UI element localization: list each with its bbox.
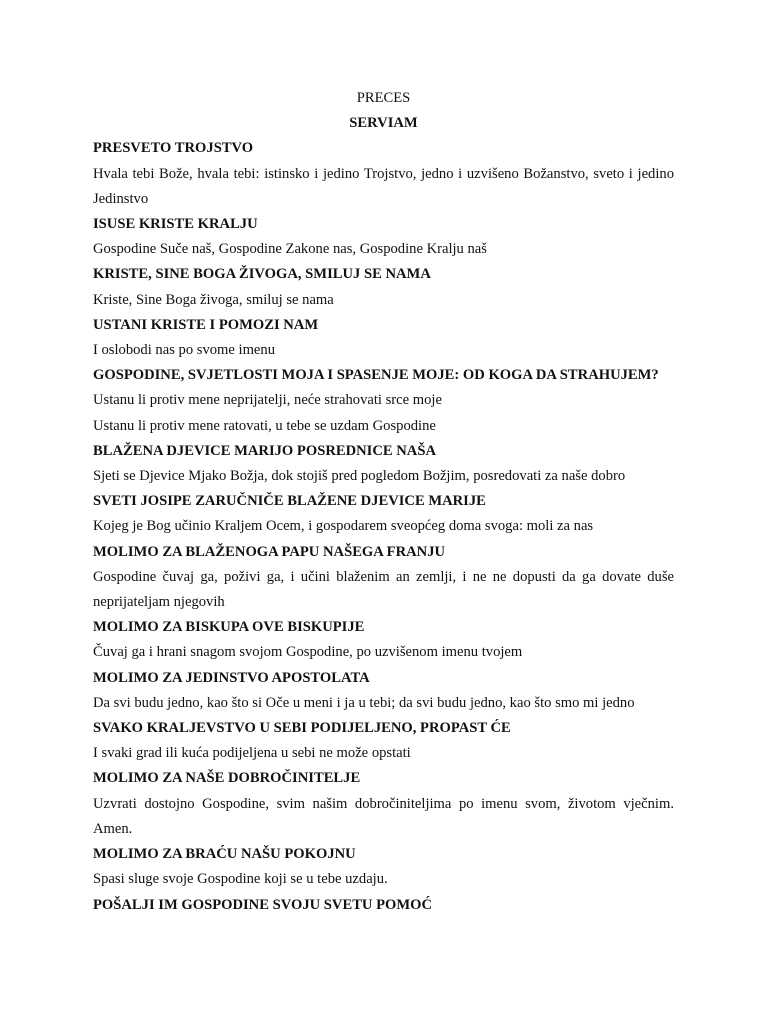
section-heading: SVETI JOSIPE ZARUČNIČE BLAŽENE DJEVICE MARIJE (93, 493, 486, 510)
section-response: I oslobodi nas po svome imenu (93, 342, 276, 359)
section-response: Čuvaj ga i hrani snagom svojom Gospodine, po uzvišenom imenu tvojem (93, 644, 523, 661)
section-heading: PRESVETO TROJSTVO (93, 140, 254, 157)
section-heading: MOLIMO ZA NAŠE DOBROČINITELJE (93, 770, 361, 787)
section-heading: MOLIMO ZA BRAĆU NAŠU POKOJNU (93, 846, 356, 863)
section-response: Gospodine čuvaj ga, poživi ga, i učini blaženim an zemlji, i ne ne dopusti da ga dovate duše neprijateljam njegovih (93, 568, 674, 611)
section-response: Hvala tebi Bože, hvala tebi: istinsko i jedino Trojstvo, jedno i uzvišeno Božanstvo, sveto i jedino Jedinstvo (93, 165, 674, 207)
document-subtitle: SERVIAM (349, 115, 418, 132)
section-response: Sjeti se Djevice Mjako Božja, dok stojiš pred pogledom Božjim, posredovati za naše dobro (93, 468, 626, 485)
section-heading: GOSPODINE, SVJETLOSTI MOJA I SPASENJE MOJE: OD KOGA DA STRAHUJEM? (93, 367, 659, 384)
section-response: Uzvrati dostojno Gospodine, svim našim dobročiniteljima po imenu svom, životom vječnim. Amen. (93, 795, 674, 837)
section-response: Kojeg je Bog učinio Kraljem Ocem, i gospodarem sveopćeg doma svoga: moli za nas (93, 518, 594, 535)
section-response: Ustanu li protiv mene ratovati, u tebe se uzdam Gospodine (93, 417, 436, 434)
section-heading: USTANI KRISTE I POMOZI NAM (93, 316, 319, 333)
document-title: PRECES (356, 90, 411, 106)
section-response: I svaki grad ili kuća podijeljena u sebi ne može opstati (93, 745, 411, 762)
section-heading: MOLIMO ZA BLAŽENOGA PAPU NAŠEGA FRANJU (93, 543, 446, 560)
section-heading: BLAŽENA DJEVICE MARIJO POSREDNICE NAŠA (93, 442, 437, 459)
section-heading: MOLIMO ZA JEDINSTVO APOSTOLATA (93, 669, 370, 686)
section-heading: SVAKO KRALJEVSTVO U SEBI PODIJELJENO, PROPAST ĆE (93, 720, 511, 737)
section-heading: ISUSE KRISTE KRALJU (93, 216, 258, 233)
section-response: Spasi sluge svoje Gospodine koji se u tebe uzdaju. (93, 871, 388, 888)
section-response: Da svi budu jedno, kao što si Oče u meni i ja u tebi; da svi budu jedno, kao što smo mi jedno (93, 694, 635, 711)
section-response: Kriste, Sine Boga živoga, smiluj se nama (93, 291, 334, 308)
section-heading: KRISTE, SINE BOGA ŽIVOGA, SMILUJ SE NAMA (93, 266, 431, 283)
section-response: Ustanu li protiv mene neprijatelji, neće strahovati srce moje (93, 392, 442, 409)
section-response: Gospodine Suče naš, Gospodine Zakone nas, Gospodine Kralju naš (93, 241, 487, 258)
document-page (93, 86, 674, 918)
section-heading: MOLIMO ZA BISKUPA OVE BISKUPIJE (93, 619, 365, 636)
section-heading: POŠALJI IM GOSPODINE SVOJU SVETU POMOĆ (93, 896, 433, 913)
